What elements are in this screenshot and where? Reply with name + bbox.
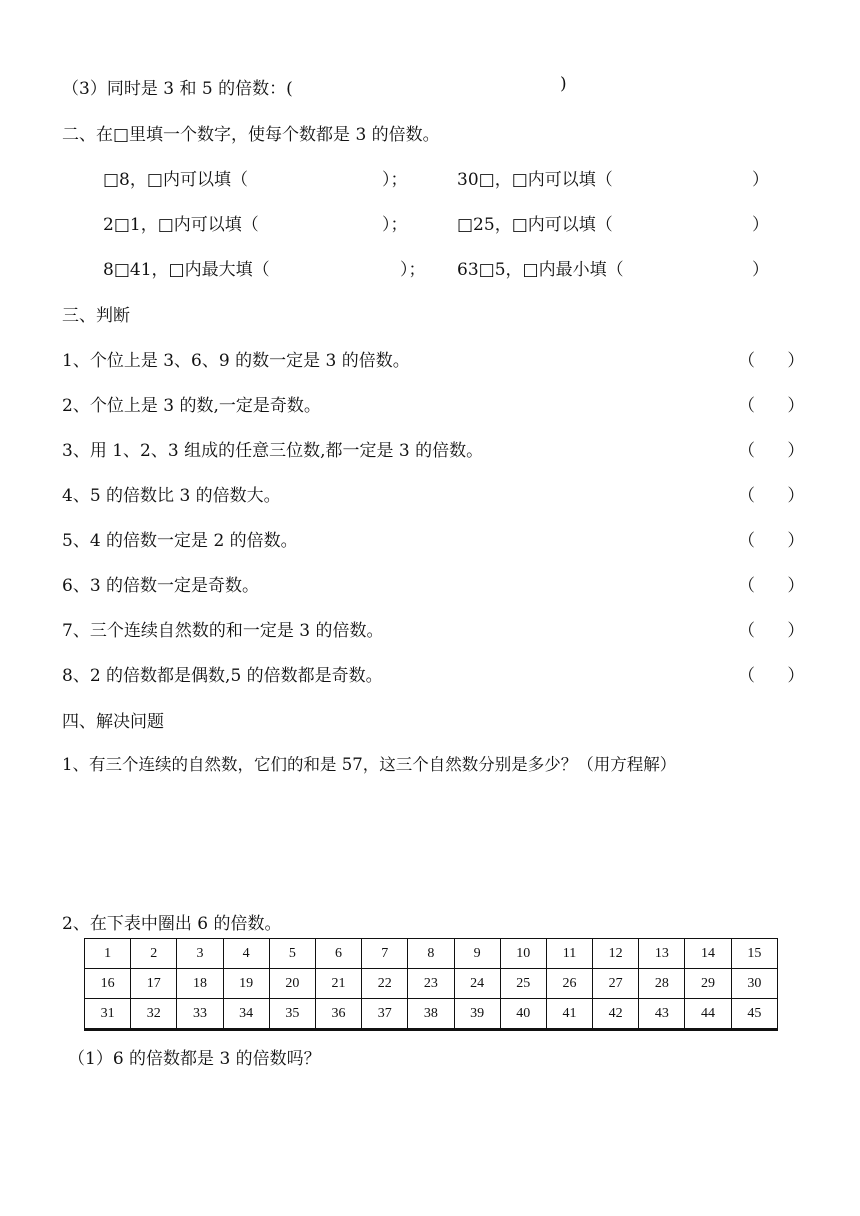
judge-item-7: 7、三个连续自然数的和一定是 3 的倍数。 xyxy=(62,621,384,641)
judge-item-5: 5、4 的倍数一定是 2 的倍数。 xyxy=(62,531,298,551)
section4-heading: 四、解决问题 xyxy=(62,712,164,732)
part1-item3-text: （3）同时是 3 和 5 的倍数：( xyxy=(62,79,293,99)
table-cell[interactable]: 27 xyxy=(593,969,639,999)
table-row xyxy=(85,999,778,1030)
table-cell[interactable]: 11 xyxy=(546,939,592,969)
table-cell[interactable]: 2 xyxy=(131,939,177,969)
table-cell[interactable]: 19 xyxy=(223,969,269,999)
table-cell[interactable]: 34 xyxy=(223,999,269,1030)
problem-1: 1、有三个连续的自然数，它们的和是 57，这三个自然数分别是多少？（用方程解） xyxy=(62,755,677,774)
table-cell[interactable]: 43 xyxy=(639,999,685,1030)
fill-item-6-close: ） xyxy=(752,260,769,280)
judge-item-4: 4、5 的倍数比 3 的倍数大。 xyxy=(62,486,281,506)
problem-2-sub1: （1）6 的倍数都是 3 的倍数吗？ xyxy=(68,1049,321,1069)
fill-item-4: □25，□内可以填（ xyxy=(457,215,613,235)
fill-item-5: 8□41，□内最大填（ xyxy=(103,260,270,280)
table-cell[interactable]: 14 xyxy=(685,939,731,969)
table-cell[interactable]: 9 xyxy=(454,939,500,969)
table-cell[interactable]: 4 xyxy=(223,939,269,969)
part1-item3 xyxy=(62,74,293,99)
table-cell[interactable]: 31 xyxy=(85,999,131,1030)
fill-item-2: 30□，□内可以填（ xyxy=(457,170,613,190)
table-cell[interactable]: 42 xyxy=(593,999,639,1030)
table-cell[interactable]: 5 xyxy=(269,939,315,969)
table-cell[interactable]: 25 xyxy=(500,969,546,999)
table-cell[interactable]: 15 xyxy=(731,939,777,969)
table-cell[interactable]: 29 xyxy=(685,969,731,999)
table-cell[interactable]: 37 xyxy=(362,999,408,1030)
fill-item-5-close: ）； xyxy=(400,260,426,280)
table-cell[interactable]: 24 xyxy=(454,969,500,999)
judge-paren-2: （ ） xyxy=(738,396,805,416)
table-cell[interactable]: 28 xyxy=(639,969,685,999)
table-cell[interactable]: 20 xyxy=(269,969,315,999)
table-cell[interactable]: 23 xyxy=(408,969,454,999)
table-cell[interactable]: 33 xyxy=(177,999,223,1030)
judge-item-1: 1、个位上是 3、6、9 的数一定是 3 的倍数。 xyxy=(62,351,410,371)
table-cell[interactable]: 35 xyxy=(269,999,315,1030)
fill-item-3: 2□1，□内可以填（ xyxy=(103,215,259,235)
table-cell[interactable]: 26 xyxy=(546,969,592,999)
table-cell[interactable]: 10 xyxy=(500,939,546,969)
table-cell[interactable]: 6 xyxy=(315,939,361,969)
table-row xyxy=(85,939,778,969)
table-cell[interactable]: 41 xyxy=(546,999,592,1030)
fill-item-2-close: ） xyxy=(752,170,769,190)
judge-paren-4: （ ） xyxy=(738,486,805,506)
judge-paren-7: （ ） xyxy=(738,621,805,641)
table-cell[interactable]: 3 xyxy=(177,939,223,969)
judge-item-2: 2、个位上是 3 的数,一定是奇数。 xyxy=(62,396,321,416)
table-cell[interactable]: 21 xyxy=(315,969,361,999)
fill-item-3-close: ）； xyxy=(382,215,408,235)
fill-item-1-close: ）； xyxy=(382,170,408,190)
judge-paren-1: （ ） xyxy=(738,351,805,371)
table-cell[interactable]: 30 xyxy=(731,969,777,999)
fill-item-6: 63□5，□内最小填（ xyxy=(457,260,624,280)
judge-paren-6: （ ） xyxy=(738,576,805,596)
judge-item-8: 8、2 的倍数都是偶数,5 的倍数都是奇数。 xyxy=(62,666,383,686)
section2-heading: 二、在□里填一个数字，使每个数都是 3 的倍数。 xyxy=(62,125,440,145)
fill-item-1: □8，□内可以填（ xyxy=(103,170,248,190)
problem-2: 2、在下表中圈出 6 的倍数。 xyxy=(62,914,282,934)
judge-item-6: 6、3 的倍数一定是奇数。 xyxy=(62,576,260,596)
number-table xyxy=(84,938,778,1031)
table-cell[interactable]: 36 xyxy=(315,999,361,1030)
table-cell[interactable]: 16 xyxy=(85,969,131,999)
table-cell[interactable]: 45 xyxy=(731,999,777,1030)
table-cell[interactable]: 32 xyxy=(131,999,177,1030)
table-cell[interactable]: 1 xyxy=(85,939,131,969)
judge-item-3: 3、用 1、2、3 组成的任意三位数,都一定是 3 的倍数。 xyxy=(62,441,484,461)
table-cell[interactable]: 13 xyxy=(639,939,685,969)
table-cell[interactable]: 38 xyxy=(408,999,454,1030)
table-cell[interactable]: 18 xyxy=(177,969,223,999)
part1-item3-close: ) xyxy=(560,74,567,94)
judge-paren-5: （ ） xyxy=(738,531,805,551)
table-cell[interactable]: 22 xyxy=(362,969,408,999)
judge-paren-8: （ ） xyxy=(738,666,805,686)
table-cell[interactable]: 44 xyxy=(685,999,731,1030)
table-cell[interactable]: 17 xyxy=(131,969,177,999)
fill-item-4-close: ） xyxy=(752,215,769,235)
table-cell[interactable]: 8 xyxy=(408,939,454,969)
table-cell[interactable]: 12 xyxy=(593,939,639,969)
table-row xyxy=(85,969,778,999)
table-cell[interactable]: 7 xyxy=(362,939,408,969)
judge-paren-3: （ ） xyxy=(738,441,805,461)
table-cell[interactable]: 40 xyxy=(500,999,546,1030)
section3-heading: 三、判断 xyxy=(62,306,130,326)
table-cell[interactable]: 39 xyxy=(454,999,500,1030)
